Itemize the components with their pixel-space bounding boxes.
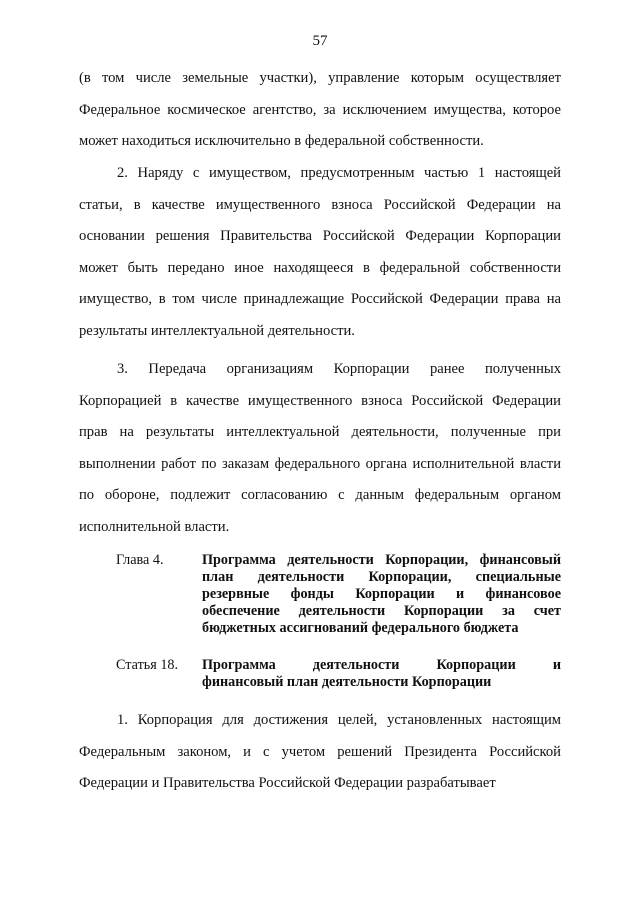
chapter-title-line: резервные фонды Корпорации и финансовое — [202, 586, 561, 602]
article-label: Статья 18. — [116, 657, 179, 673]
page-number: 57 — [312, 33, 328, 49]
article-title — [202, 657, 561, 691]
paragraph-2: 2. Наряду с имуществом, предусмотренным частью 1 настоящей статьи, в качестве имущественного взноса Российской Федерации на основании решения Правительства Российской Федерации Корпорации может быть передано иное находящееся в федеральной собственности имущество, в том числе принадлежащие Российской Федерации права на результаты интеллектуальной деятельности. — [79, 165, 561, 339]
chapter-title-line: обеспечение деятельности Корпорации за счет — [202, 603, 561, 619]
chapter-title — [202, 552, 561, 637]
paragraph-3: 3. Передача организациям Корпорации ранее полученных Корпорацией в качестве имущественного взноса Российской Федерации прав на результаты интеллектуальной деятельности, полученные при выполнении работ по заказам федерального органа исполнительной власти по обороне, подлежит согласованию с данным федеральным органом исполнительной власти. — [79, 361, 561, 535]
chapter-label: Глава 4. — [116, 552, 164, 568]
paragraph-continuation: (в том числе земельные участки), управление которым осуществляет Федеральное космическое агентство, за исключением имущества, которое может находиться исключительно в федеральной собственности. — [79, 70, 561, 149]
chapter-title-line: Программа деятельности Корпорации, финансовый — [202, 552, 561, 568]
chapter-title-line: бюджетных ассигнований федерального бюджета — [202, 620, 519, 636]
article-title-line: финансовый план деятельности Корпорации — [202, 674, 492, 690]
paragraph-4: 1. Корпорация для достижения целей, установленных настоящим Федеральным законом, и с учетом решений Президента Российской Федерации и Правительства Российской Федерации разрабатывает — [79, 712, 561, 791]
chapter-title-line: план деятельности Корпорации, специальные — [202, 569, 561, 585]
article-title-line: Программа деятельности Корпорации и — [202, 657, 561, 673]
